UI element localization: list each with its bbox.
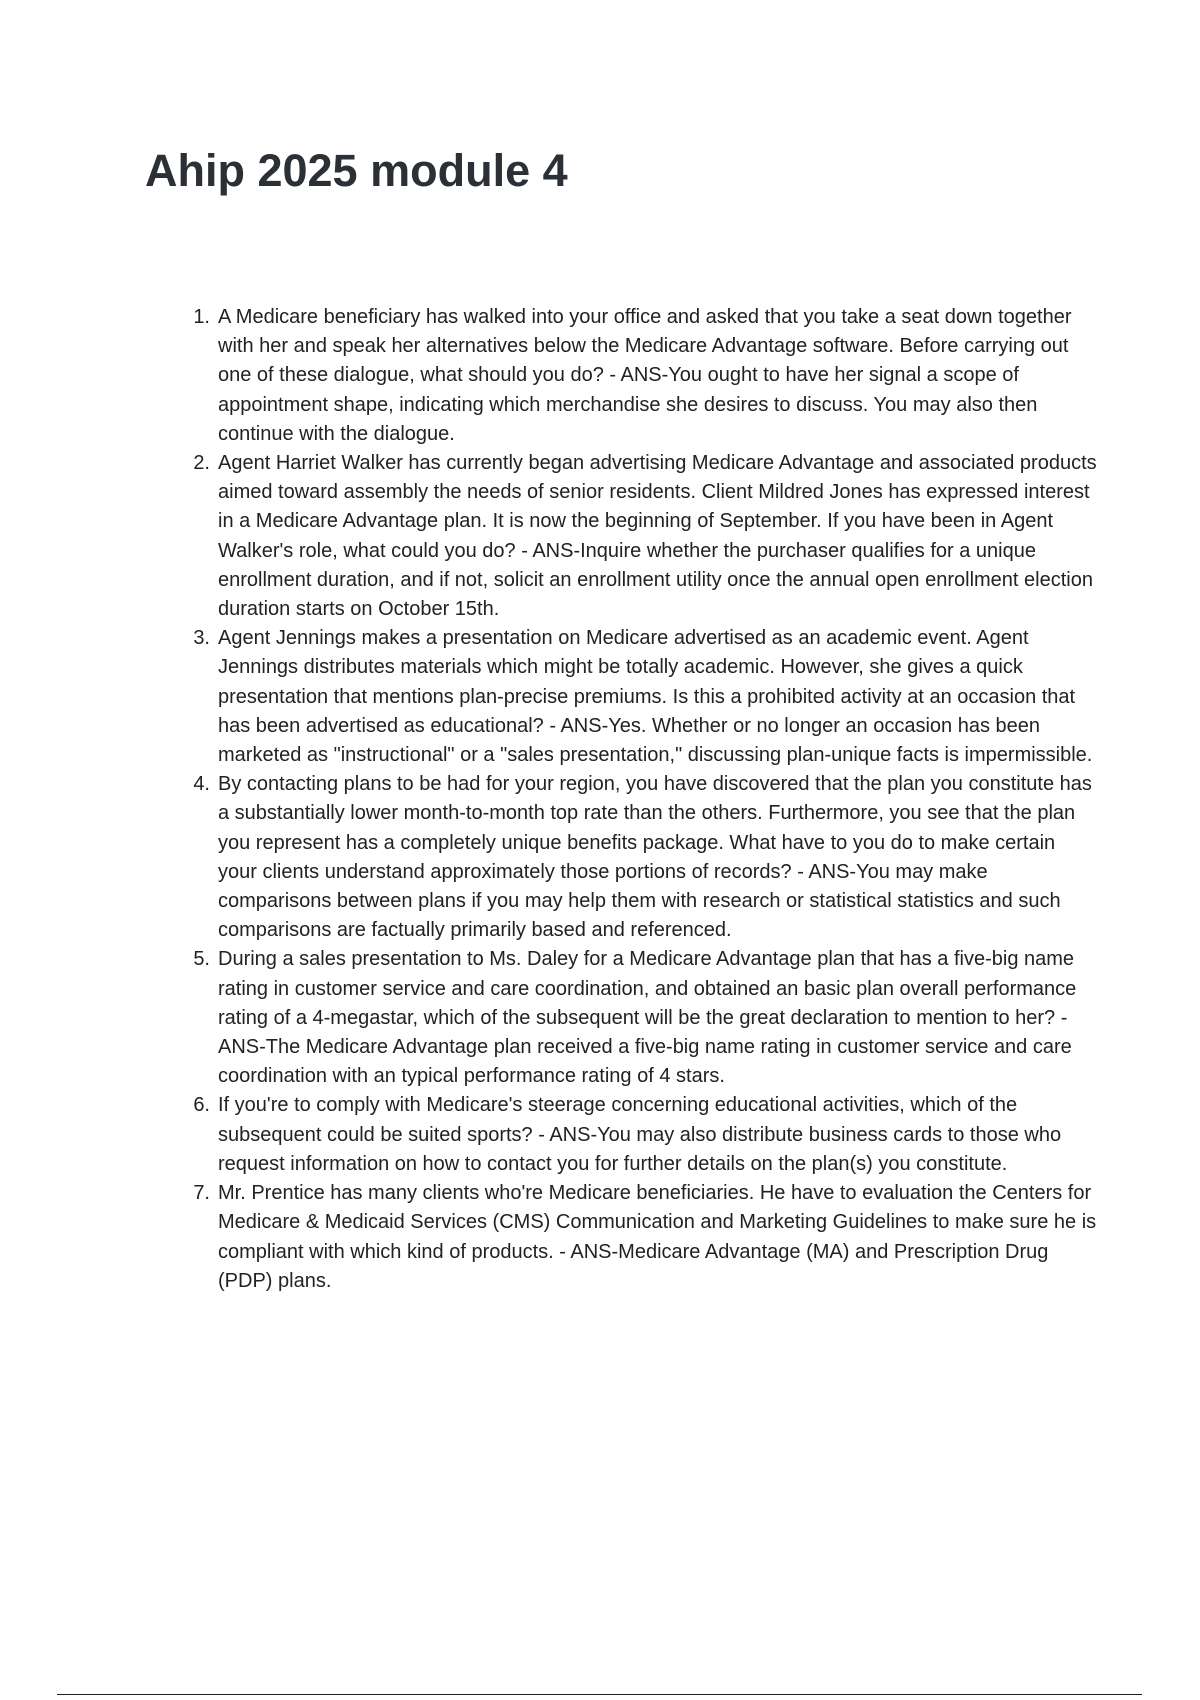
question-number: 1. [193, 306, 210, 328]
question-item-4 [193, 770, 1098, 945]
question-item-1 [193, 303, 1098, 449]
question-number: 3. [193, 627, 210, 650]
question-number: 7. [193, 1182, 210, 1205]
question-item-3 [193, 624, 1098, 770]
question-item-7 [193, 1179, 1098, 1296]
question-number: 5. [193, 948, 210, 971]
question-text: Agent Harriet Walker has currently began advertising Medicare Advantage and associated products aimed toward assembly the needs of senior residents. Client Mildred Jones has expressed interest in a Medicare Advantage plan. It is now the beginning of September. If you have been in Agent Walker's role, what could you do? - ANS-Inquire whether the purchaser qualifies for a unique enrollment duration, and if not, solicit an enrollment utility once the annual open enrollment election duration starts on October 15th. [218, 452, 1097, 621]
question-number: 4. [193, 773, 210, 796]
question-list [193, 303, 1098, 1296]
question-number: 2. [193, 452, 210, 475]
question-item-6 [193, 1091, 1098, 1179]
page-title: Ahip 2025 module 4 [145, 145, 568, 196]
question-item-5 [193, 945, 1098, 1091]
question-text: Agent Jennings makes a presentation on Medicare advertised as an academic event. Agent Jennings distributes materials which might be totally academic. However, she gives a quick presentation that mentions plan-precise premiums. Is this a prohibited activity at an occasion that has been advertised as educational? - ANS-Yes. Whether or no longer an occasion has been marketed as "instructional" or a "sales presentation," discussing plan-unique facts is impermissible. [218, 627, 1093, 767]
question-text: If you're to comply with Medicare's steerage concerning educational activities, which of the subsequent could be suited sports? - ANS-You may also distribute business cards to those who request information on how to contact you for further details on the plan(s) you constitute. [218, 1094, 1062, 1175]
question-number: 6. [193, 1094, 210, 1117]
footer-divider [57, 1694, 1142, 1695]
question-item-2 [193, 449, 1098, 624]
question-text: By contacting plans to be had for your region, you have discovered that the plan you constitute has a substantially lower month-to-month top rate than the others. Furthermore, you see that the plan you represent has a completely unique benefits package. What have to you do to make certain your clients understand approximately those portions of records? - ANS-You may make comparisons between plans if you may help them with research or statistical statistics and such comparisons are factually primarily based and referenced. [218, 773, 1092, 942]
question-text: Mr. Prentice has many clients who're Medicare beneficiaries. He have to evaluation the Centers for Medicare & Medicaid Services (CMS) Communication and Marketing Guidelines to make sure he is compliant with which kind of products. - ANS-Medicare Advantage (MA) and Prescription Drug (PDP) plans. [218, 1182, 1097, 1292]
question-text: During a sales presentation to Ms. Daley for a Medicare Advantage plan that has a five-big name rating in customer service and care coordination, and obtained an basic plan overall performance rating of a 4-megastar, which of the subsequent will be the great declaration to mention to her? - ANS-The Medicare Advantage plan received a five-big name rating in customer service and care coordination with an typical performance rating of 4 stars. [218, 948, 1077, 1088]
question-text: A Medicare beneficiary has walked into your office and asked that you take a seat down together with her and speak her alternatives below the Medicare Advantage software. Before carrying out one of these dialogue, what should you do? - ANS-You ought to have her signal a scope of appointment shape, indicating which merchandise she desires to discuss. You may also then continue with the dialogue. [218, 306, 1072, 445]
